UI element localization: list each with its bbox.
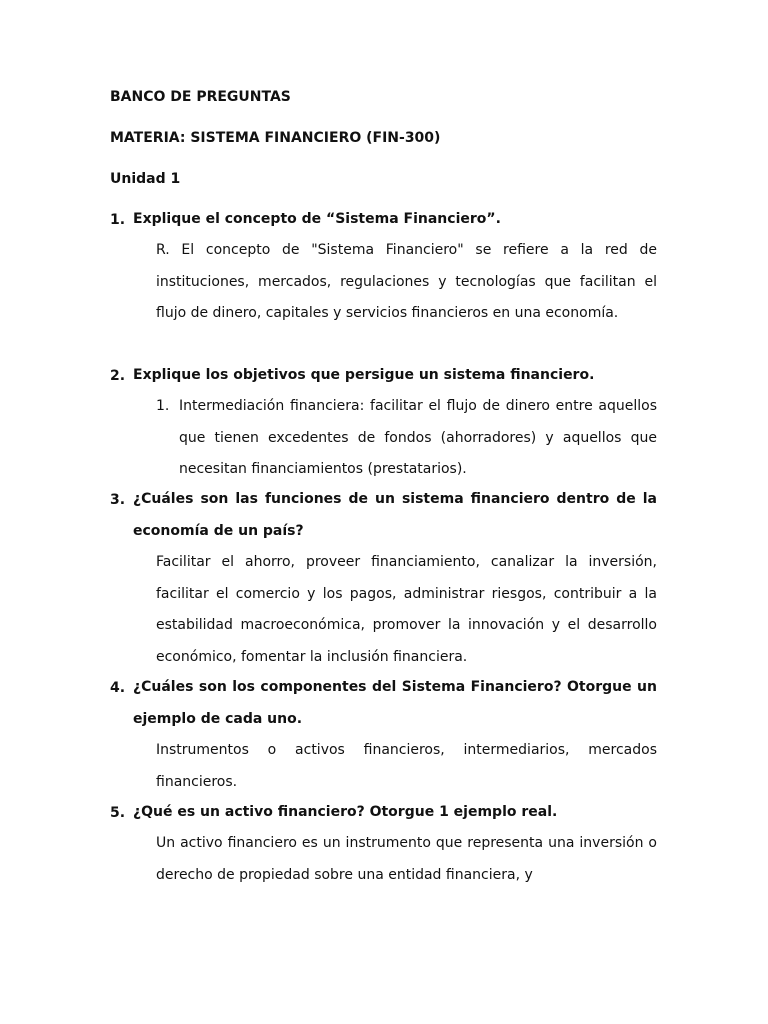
question-number: 1. xyxy=(110,212,126,228)
question-text: ¿Cuáles son las funciones de un sistema financiero dentro de la economía de un país? xyxy=(133,491,657,539)
answer-text: Un activo financiero es un instrumento que representa una inversión o derecho de propiedad sobre una entidad financiera, y xyxy=(156,835,657,883)
question-text: Explique el concepto de “Sistema Financiero”. xyxy=(133,211,501,227)
question-number: 4. xyxy=(110,680,126,696)
answer-text: Instrumentos o activos financieros, intermediarios, mercados financieros. xyxy=(156,742,657,790)
sub-item-number: 1. xyxy=(156,398,170,414)
subject-heading: MATERIA: SISTEMA FINANCIERO (FIN-300) xyxy=(110,130,441,146)
sub-item-text: Intermediación financiera: facilitar el flujo de dinero entre aquellos que tienen excedentes de fondos (ahorradores) y aquellos que necesitan financiamientos (prestatarios). xyxy=(179,398,657,477)
answer-text: Facilitar el ahorro, proveer financiamiento, canalizar la inversión, facilitar el comercio y los pagos, administrar riesgos, contribuir a la estabilidad macroeconómica, promover la innovación y el desarrollo económico, fomentar la inclusión financiera. xyxy=(156,554,657,665)
question-number: 3. xyxy=(110,492,126,508)
question-number: 2. xyxy=(110,368,126,384)
unit-heading: Unidad 1 xyxy=(110,171,181,187)
answer-text: R. El concepto de "Sistema Financiero" se refiere a la red de instituciones, mercados, regulaciones y tecnologías que facilitan el flujo de dinero, capitales y servicios financieros en una economía. xyxy=(156,242,657,321)
question-number: 5. xyxy=(110,805,126,821)
question-text: Explique los objetivos que persigue un sistema financiero. xyxy=(133,367,595,383)
document-title: BANCO DE PREGUNTAS xyxy=(110,89,291,105)
question-text: ¿Qué es un activo financiero? Otorgue 1 ejemplo real. xyxy=(133,804,558,820)
question-text: ¿Cuáles son los componentes del Sistema Financiero? Otorgue un ejemplo de cada uno. xyxy=(133,679,657,727)
